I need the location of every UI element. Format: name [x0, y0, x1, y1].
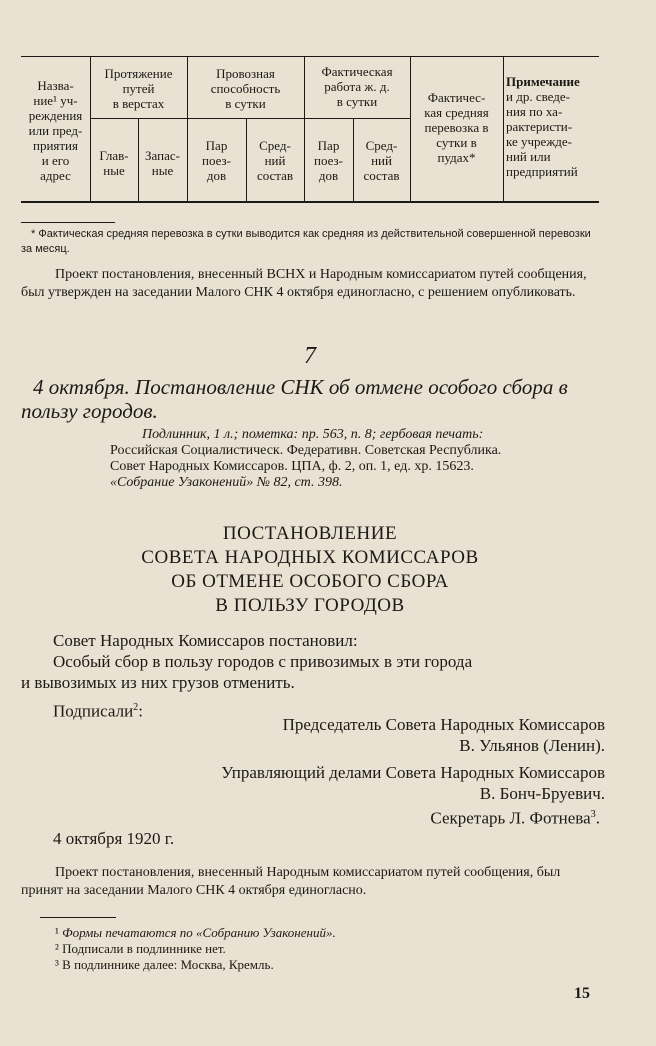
footnote-3: ³ В подлиннике далее: Москва, Кремль.: [55, 957, 274, 972]
th-transport: Фактичес- кая средняя перевозка в сутки в пудах*: [424, 90, 489, 165]
th-name: Назва- ние¹ уч- реждения или пред- приятия и его адрес: [28, 78, 83, 183]
table-footnote: * Фактическая средняя перевозка в сутки выводится как средняя из действительной совершенной перевозки за месяц.: [21, 228, 591, 255]
th-note: Примечание и др. сведе- ния по ха- рактеристи- ке учрежде- ний или предприятий: [506, 74, 580, 179]
decree-date: 4 октября 1920 г.: [53, 829, 175, 848]
signed-label: Подписали$^2$:: [53, 701, 143, 721]
th-actual-trains: Пар поез- дов: [313, 138, 343, 183]
signature-3: Секретарь Л. Фотнева$^3$.: [430, 808, 600, 828]
project-note-2: Проект постановления, внесенный Народным комиссариатом путей сообщения, был принят на заседании Малого СНК 4 октября единогласно.: [21, 865, 561, 898]
th-actual-avg: Сред- ний состав: [363, 138, 400, 183]
source-block: Подлинник, 1 л.; пометка: пр. 563, п. 8; гербовая печать: Российская Социалистическ. Федеративн. Советская Республика. Совет Народных Комиссаров. ЦПА, ф. 2, оп. 1, ед. хр. 15623. «Собрание Узаконений» № 82, ст. 398.: [110, 427, 502, 490]
th-length-main: Глав- ные: [99, 148, 129, 178]
project-note-1: Проект постановления, внесенный ВСНХ и Народным комиссариатом путей сообщения, был утвержден на заседании Малого СНК 4 октября единогласно, с решением опубликовать.: [21, 267, 587, 300]
th-capacity: Провозная способность в сутки: [210, 66, 281, 111]
th-length-spare: Запас- ные: [145, 148, 180, 178]
th-actual: Фактическая работа ж. д. в сутки: [321, 64, 393, 109]
th-capacity-trains: Пар поез- дов: [201, 138, 231, 183]
page-number: 15: [574, 985, 590, 1002]
signature-2: Управляющий делами Совета Народных Комиссаров В. Бонч-Бруевич.: [221, 763, 605, 803]
decree-body: Совет Народных Комиссаров постановил: Особый сбор в пользу городов с привозимых в эти города и вывозимых из них грузов отменить.: [21, 631, 473, 692]
signature-1: Председатель Совета Народных Комиссаров В. Ульянов (Ленин).: [282, 715, 605, 755]
th-capacity-avg: Сред- ний состав: [256, 138, 294, 183]
footnotes: [55, 925, 595, 973]
document-heading: 4 октября. Постановление СНК об отмене особого сбора в пользу городов.: [21, 375, 568, 423]
footnote-2: ² Подписали в подлиннике нет.: [55, 941, 226, 956]
decree-title: ПОСТАНОВЛЕНИЕ СОВЕТА НАРОДНЫХ КОМИССАРОВ ОБ ОТМЕНЕ ОСОБОГО СБОРА В ПОЛЬЗУ ГОРОДОВ: [141, 523, 479, 616]
footnote-1: ¹ Формы печатаются по «Собранию Узаконений».: [55, 925, 336, 940]
th-length: Протяжение путей в верстах: [104, 66, 173, 111]
document-number: 7: [304, 343, 316, 369]
